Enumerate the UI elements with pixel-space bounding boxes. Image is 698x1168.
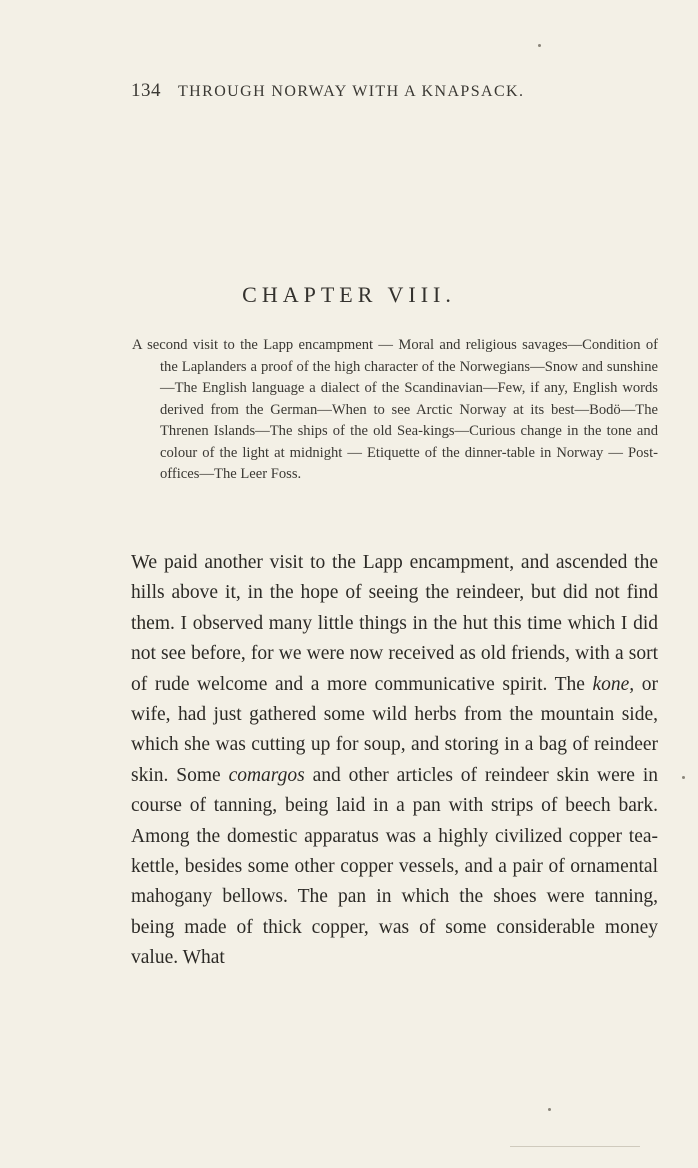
chapter-summary: A second visit to the Lapp encampment — Moral and religious savages—Condition of the Laplanders a proof of the high character of the Norwegians—Snow and sunshine—The English language a dialect of the Scandinavian—Few, if any, English words derived from the German—When to see Arctic Norway at its best—Bodö—The Threnen Islands—The ships of the old Sea-kings—Curious change in the tone and colour of the light at midnight — Etiquette of the dinner-table in Norway — Post-offices—The Leer Foss. [132, 337, 658, 482]
body-text-part-2: or wife, had just gathered some wild herbs from the mountain side, which she was cutting up for soup, and storing in a bag of reindeer skin. Some [131, 673, 658, 786]
body-paragraph [131, 547, 658, 974]
chapter-title: CHAPTER VIII. [242, 282, 456, 307]
paper-speck [538, 44, 541, 47]
body-text-part-3: and other articles of reindeer skin were in course of tanning, being laid in a pan with strips of beech bark. Among the domestic apparatus was a highly civilized copper tea-kettle, besides some other copper vessels, and a pair of ornamental mahogany bellows. The pan in which the shoes were tanning, being made of thick copper, was of some considerable money value. What [131, 764, 658, 969]
italic-word-kone: kone, [592, 673, 635, 695]
italic-word-comargos: comargos [228, 764, 305, 786]
running-head-title: THROUGH NORWAY WITH A KNAPSACK. [178, 83, 525, 100]
paper-speck [682, 776, 685, 779]
page-edge-line [510, 1146, 640, 1147]
body-text-part-1: paid another visit to the Lapp encampment, and ascended the hills above it, in the hope of seeing the reindeer, but did not find them. I observed many little things in the hut this time which I did not see before, for we were now received as old friends, with a sort of rude welcome and a more communicative spirit. The [131, 552, 658, 695]
running-head [131, 80, 611, 102]
opening-word: We [131, 551, 158, 573]
page-number: 134 [131, 80, 161, 101]
paper-speck [548, 1108, 551, 1111]
